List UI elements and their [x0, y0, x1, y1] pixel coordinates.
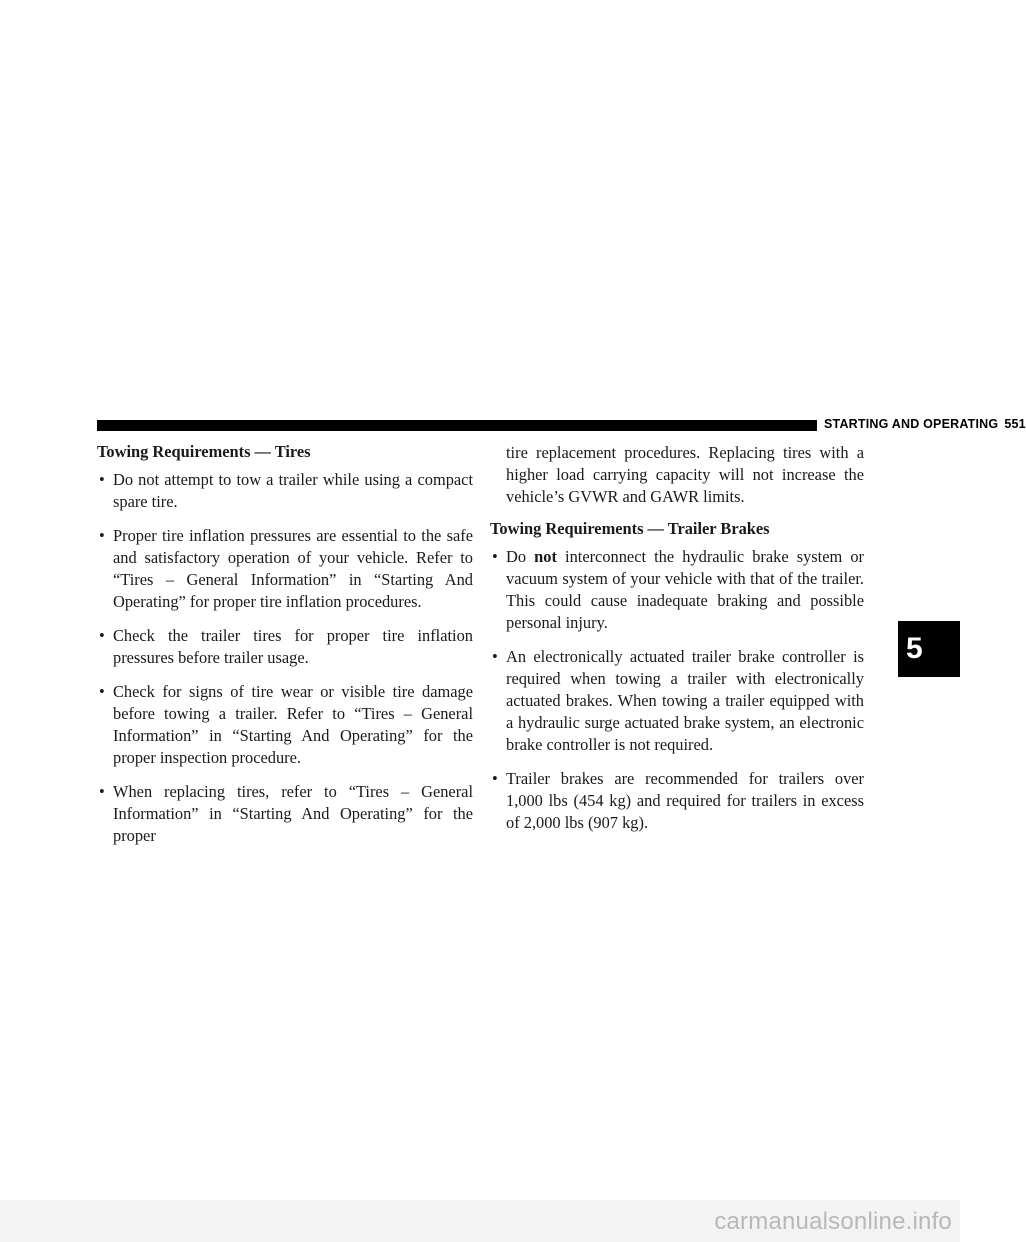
- list-item: • Check for signs of tire wear or visible tire damage before towing a trailer. Refer to “Tires – General Information” in “Starting And Operating” for the proper inspection procedure.: [97, 681, 473, 769]
- tires-bullet-list: [97, 469, 473, 847]
- list-item: • Proper tire inflation pressures are essential to the safe and satisfactory operation of your vehicle. Refer to “Tires – General Information” in “Starting And Operating” for proper tire inflation procedures.: [97, 525, 473, 613]
- header-rule: [97, 420, 817, 431]
- continued-paragraph: tire replacement procedures. Replacing tires with a higher load carrying capacity will not increase the vehicle’s GVWR and GAWR limits.: [506, 443, 864, 506]
- list-item: • Check the trailer tires for proper tire inflation pressures before trailer usage.: [97, 625, 473, 669]
- page-number: 551: [1004, 417, 1026, 431]
- right-column: [490, 442, 864, 846]
- list-item: • An electronically actuated trailer brake controller is required when towing a trailer with electronically actuated brakes. When towing a trailer equipped with a hydraulic surge actuated brake system, an electronic brake controller is not required.: [490, 646, 864, 756]
- list-item: • Do not attempt to tow a trailer while using a compact spare tire.: [97, 469, 473, 513]
- list-item: • Trailer brakes are recommended for trailers over 1,000 lbs (454 kg) and required for trailers in excess of 2,000 lbs (907 kg).: [490, 768, 864, 834]
- list-item: [490, 546, 864, 634]
- left-column: [97, 441, 473, 859]
- section-heading-trailer-brakes: Towing Requirements — Trailer Brakes: [490, 519, 770, 538]
- watermark-text: carmanualsonline.info: [714, 1208, 952, 1235]
- bullet-prefix: Do: [506, 547, 535, 566]
- section-title: STARTING AND OPERATING: [824, 417, 999, 431]
- running-header: [824, 417, 1026, 431]
- watermark-band: [0, 1200, 960, 1242]
- section-heading-tires: Towing Requirements — Tires: [97, 442, 311, 461]
- emphasis-not: not: [534, 547, 557, 566]
- list-item: • When replacing tires, refer to “Tires – General Information” in “Starting And Operating” for the proper: [97, 781, 473, 847]
- chapter-tab: 5: [898, 621, 960, 677]
- brakes-bullet-list: [490, 546, 864, 834]
- bullet-rest: interconnect the hydraulic brake system or vacuum system of your vehicle with that of the trailer. This could cause inadequate braking and possible personal injury.: [506, 547, 864, 632]
